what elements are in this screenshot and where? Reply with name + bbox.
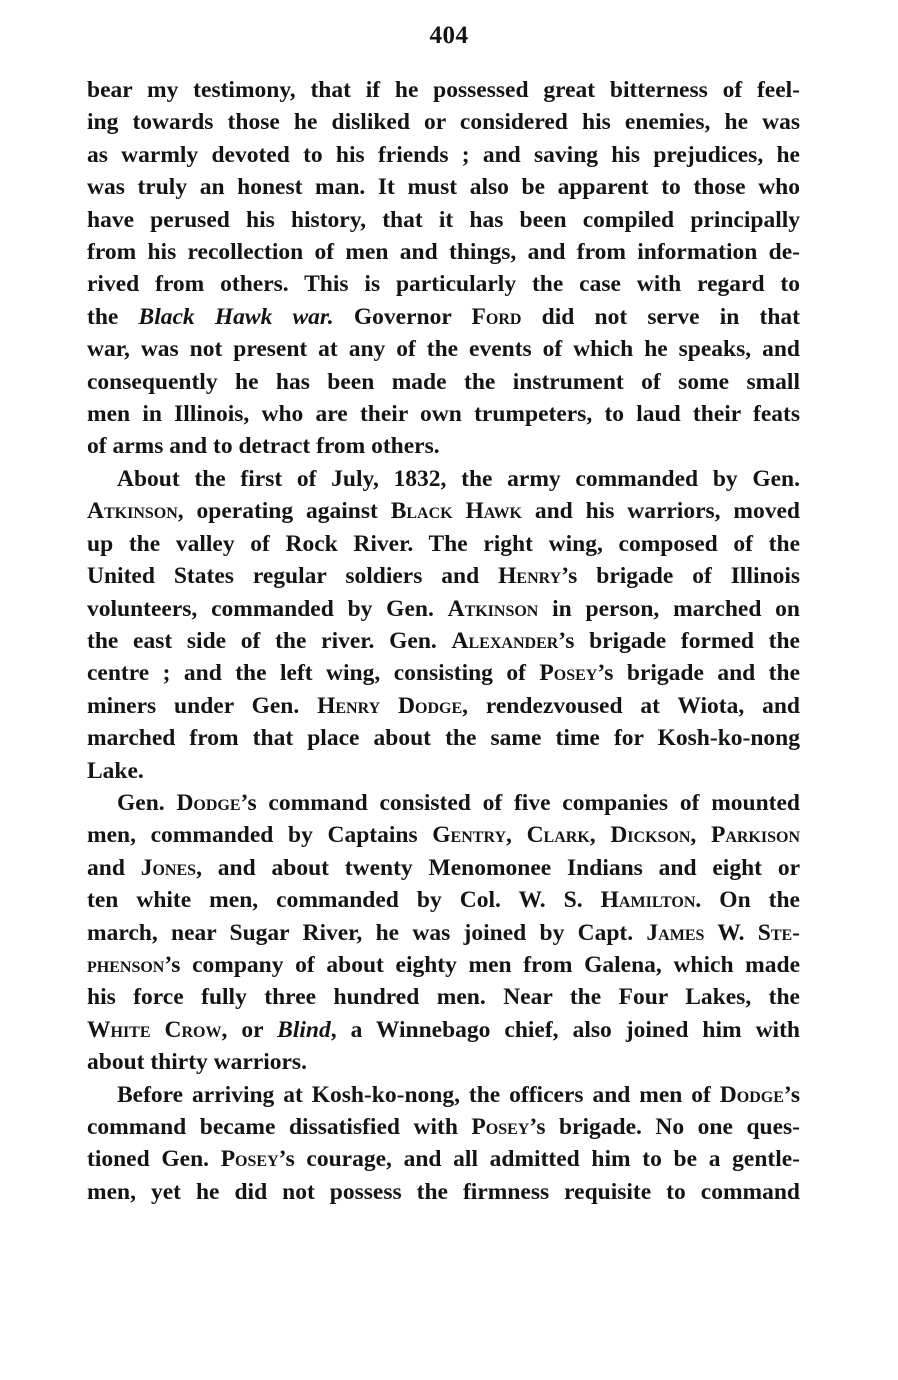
small-caps-name: White Crow [87,1016,222,1043]
paragraph [87,74,800,463]
text-run: the [87,303,139,330]
text-line [87,171,800,203]
text-run: have perused his history, that it has been compiled principally [87,206,800,233]
text-run: bear my testimony, that if he possessed great bitterness of feel- [87,77,800,103]
text-line [87,981,800,1013]
text-run: ’s brigade and the [597,660,801,687]
text-line [87,74,800,106]
text-run: ’s [783,1081,800,1108]
text-run: ing towards those he disliked or considered his enemies, he was [87,109,800,136]
text-line [87,333,800,365]
small-caps-name: Atkinson [447,595,539,622]
text-line [87,593,800,625]
text-run: volunteers, commanded by Gen. [87,595,448,622]
text-run: march, near Sugar River, he was joined by Capt. [87,919,647,946]
text-run: About the first of July, 1832, the army commanded by Gen. [117,465,800,492]
text-run: ten white men, commanded by Col. W. S. [87,887,601,914]
text-line [87,528,800,560]
text-run: men, yet he did not possess the firmness requisite to command [87,1178,800,1205]
text-run: , a Winnebago chief, also joined him with [330,1016,800,1043]
small-caps-name: Posey [220,1146,279,1173]
text-run: , or [221,1016,278,1043]
text-line [87,430,800,462]
text-run: ’s courage, and all admitted him to be a gentle- [278,1146,800,1173]
paragraph [87,787,800,1079]
text-line [87,366,800,398]
text-run: war, was not present at any of the events of which he speaks, and [87,336,800,363]
text-run: United States regular soldiers and [87,563,499,590]
text-line [87,755,800,787]
italic-text: Black Hawk war. [138,303,334,330]
small-caps-name: Dodge [719,1081,784,1108]
text-line [87,722,800,754]
text-run: consequently he has been made the instrument of some small [87,368,800,395]
text-line [87,625,800,657]
text-run: Lake. [87,757,144,784]
text-run: ’s brigade of Illinois [561,563,800,590]
page-number: 404 [429,22,469,49]
text-run: his force fully three hundred men. Near the Four Lakes, the [87,984,800,1011]
text-line [87,1014,800,1046]
text-line [87,1079,800,1111]
text-run: , rendezvoused at Wiota, and [462,692,800,719]
text-line [87,657,800,689]
text-run: from his recollection of men and things, and from information de- [87,239,800,266]
text-run: ’s brigade. No one ques- [529,1114,800,1140]
text-run: Governor [333,303,472,330]
text-line [87,1046,800,1078]
text-line [87,236,800,268]
text-line [87,1111,800,1143]
text-run: , [589,822,611,849]
text-run: tioned Gen. [87,1146,221,1173]
small-caps-name: Dodge [176,789,241,816]
text-run: , [690,822,711,849]
text-run: ’s company of about eighty men from Galena, which made [164,951,800,978]
small-caps-name: Henry [498,563,562,590]
text-run: ’s brigade formed the [558,627,800,654]
text-line [87,787,800,819]
text-line [87,204,800,236]
text-run: and his warriors, moved [521,498,800,525]
small-caps-name: Alexander [451,627,559,654]
text-run: , [506,822,527,849]
text-run: about thirty warriors. [87,1049,307,1076]
text-line [87,463,800,495]
text-line [87,917,800,949]
small-caps-name: Jones [140,854,197,881]
text-run: , operating against [177,498,391,525]
body-text [87,74,800,1208]
text-line [87,495,800,527]
text-run: , and about twenty Menomonee Indians and eight or [196,854,800,881]
text-run: the east side of the river. Gen. [87,627,452,654]
text-run: and [87,854,141,881]
text-run: of arms and to detract from others. [87,433,440,460]
small-caps-name: Henry Dodge [317,692,463,719]
text-run: miners under Gen. [87,692,318,719]
text-line [87,1176,800,1208]
text-line [87,1143,800,1175]
text-run: Before arriving at Kosh-ko-nong, the officers and men of [117,1081,720,1108]
text-line [87,884,800,916]
text-line [87,560,800,592]
paragraph [87,1079,800,1209]
text-line [87,106,800,138]
text-run: as warmly devoted to his friends ; and saving his prejudices, he [87,141,800,168]
small-caps-name: Clark [526,822,590,849]
paragraph [87,463,800,787]
text-run: ’s command consisted of five companies of mounted [240,789,800,816]
small-caps-name: James W. Ste- [646,919,800,946]
italic-text: Blind [277,1016,331,1043]
text-run: was truly an honest man. It must also be apparent to those who [87,174,800,201]
text-run: marched from that place about the same time for Kosh-ko-nong [87,725,800,752]
text-run: command became dissatisfied with [87,1114,472,1140]
text-run: men, commanded by Captains [87,822,433,849]
text-line [87,139,800,171]
text-line [87,949,800,981]
small-caps-name: Parkison [710,822,801,849]
small-caps-name: Ford [471,303,522,330]
small-caps-name: Atkinson [87,498,178,525]
text-line [87,819,800,851]
text-line [87,690,800,722]
small-caps-name: phenson [87,951,165,978]
small-caps-name: Posey [539,660,598,687]
small-caps-name: Black Hawk [390,498,522,525]
small-caps-name: Gentry [432,822,507,849]
text-run: Gen. [117,789,177,816]
text-run: did not serve in that [521,303,800,330]
text-line [87,398,800,430]
small-caps-name: Hamilton [600,887,696,914]
text-run: . On the [695,887,800,914]
text-run: centre ; and the left wing, consisting of [87,660,540,687]
text-run: rived from others. This is particularly the case with regard to [87,271,800,298]
text-run: in person, marched on [538,595,800,622]
text-line [87,301,800,333]
text-line [87,268,800,300]
text-run: up the valley of Rock River. The right wing, composed of the [87,530,800,557]
small-caps-name: Posey [471,1114,530,1140]
text-line [87,852,800,884]
text-run: men in Illinois, who are their own trumpeters, to laud their feats [87,401,800,428]
small-caps-name: Dickson [610,822,691,849]
